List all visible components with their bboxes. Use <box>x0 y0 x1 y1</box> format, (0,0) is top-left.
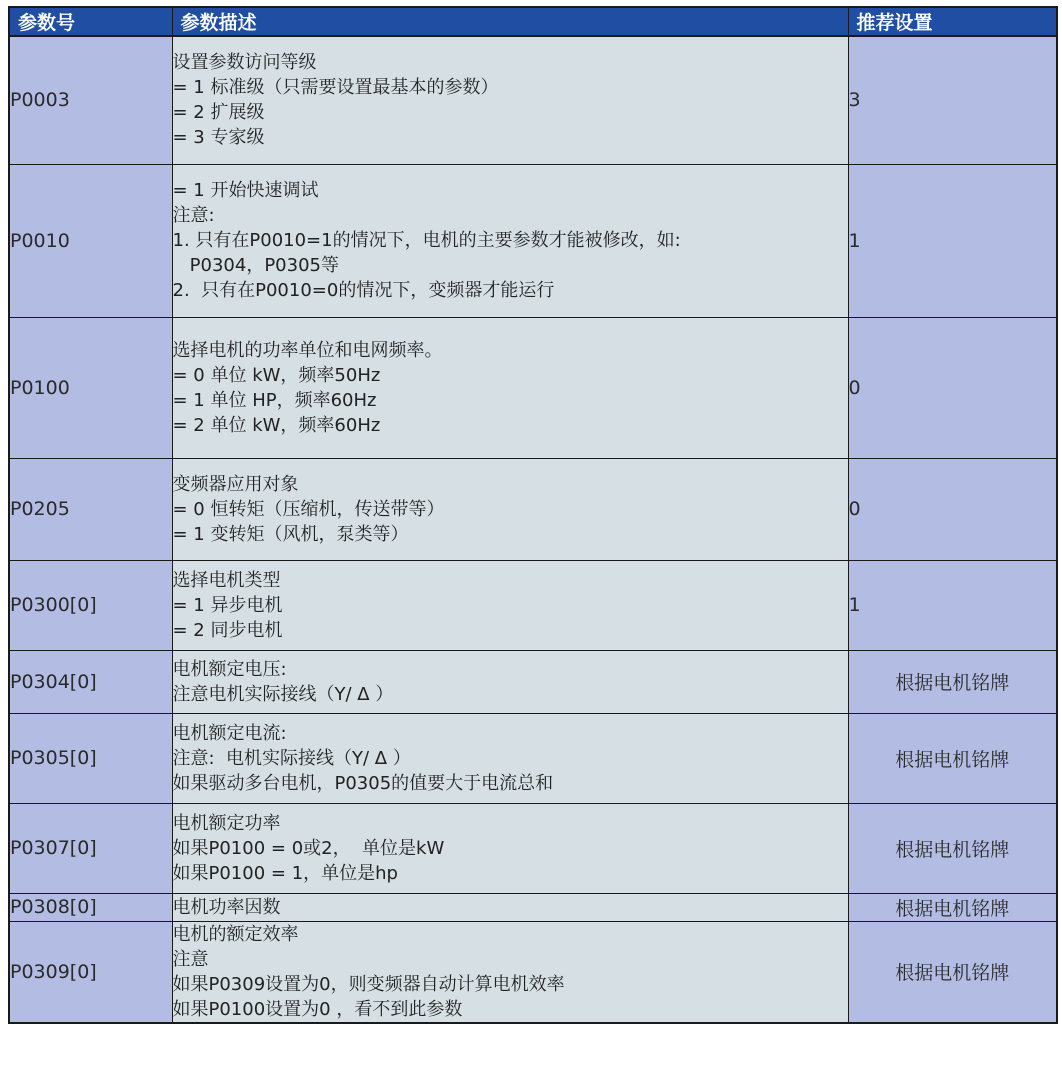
param-number: P0304[0] <box>9 650 172 713</box>
description-line: 电机额定电流: <box>172 722 287 744</box>
description-line: 电机额定功率 <box>172 812 281 834</box>
param-number: P0305[0] <box>9 713 172 803</box>
param-description <box>172 560 848 650</box>
param-number: P0309[0] <box>9 921 172 1023</box>
description-line: 如果P0309设置为0，则变频器自动计算电机效率 <box>172 973 565 995</box>
param-number: P0205 <box>9 458 172 560</box>
description-line: 设置参数访问等级 <box>172 52 317 74</box>
description-line: 电机额定电压: <box>172 658 287 680</box>
description-line: 如果P0100 = 0或2， 单位是kW <box>172 837 445 859</box>
recommended-setting: 0 <box>848 458 1057 560</box>
description-line: 如果P0100设置为0 ，看不到此参数 <box>172 998 463 1020</box>
description-line: 1. 只有在P0010=1的情况下，电机的主要参数才能被修改，如: <box>172 230 681 251</box>
table-row <box>9 921 1057 1023</box>
description-line: = 0 单位 kW，频率50Hz <box>172 364 381 386</box>
param-description <box>172 803 848 893</box>
table-row <box>9 458 1057 560</box>
table-row <box>9 650 1057 713</box>
recommended-setting: 1 <box>848 560 1057 650</box>
description-line: 注意电机实际接线（Y/ Δ ） <box>172 683 394 705</box>
description-line: 注意: <box>172 205 215 226</box>
recommended-setting: 1 <box>848 164 1057 317</box>
param-description <box>172 164 848 317</box>
description-line: = 2 同步电机 <box>172 619 283 641</box>
description-line: = 1 变转矩（风机，泵类等） <box>172 523 409 545</box>
description-line: = 1 单位 HP，频率60Hz <box>172 389 377 411</box>
param-description <box>172 317 848 458</box>
description-line: 注意 <box>172 948 209 970</box>
param-description <box>172 713 848 803</box>
recommended-setting: 0 <box>848 317 1057 458</box>
description-line: 电机功率因数 <box>172 896 281 918</box>
table-row <box>9 893 1057 921</box>
param-description <box>172 650 848 713</box>
header-row <box>9 7 1057 36</box>
description-line: = 1 标准级（只需要设置最基本的参数） <box>172 77 499 99</box>
description-line: = 1 异步电机 <box>172 594 283 616</box>
table-row <box>9 317 1057 458</box>
param-description <box>172 458 848 560</box>
description-line: P0304，P0305等 <box>172 255 339 276</box>
recommended-setting: 根据电机铭牌 <box>848 650 1057 713</box>
description-line: 注意: 电机实际接线（Y/ Δ ） <box>172 747 411 769</box>
description-line: 2. 只有在P0010=0的情况下，变频器才能运行 <box>172 280 555 301</box>
recommended-setting: 根据电机铭牌 <box>848 803 1057 893</box>
description-line: = 3 专家级 <box>172 127 265 149</box>
recommended-setting: 3 <box>848 36 1057 164</box>
description-line: = 0 恒转矩（压缩机，传送带等） <box>172 498 445 520</box>
param-number: P0100 <box>9 317 172 458</box>
description-line: 如果驱动多台电机，P0305的值要大于电流总和 <box>172 772 554 794</box>
param-number: P0003 <box>9 36 172 164</box>
header-recommended-setting: 推荐设置 <box>848 7 1057 36</box>
description-line: 选择电机类型 <box>172 569 281 591</box>
description-line: = 2 扩展级 <box>172 102 265 124</box>
recommended-setting: 根据电机铭牌 <box>848 713 1057 803</box>
recommended-setting: 根据电机铭牌 <box>848 893 1057 921</box>
table-row <box>9 803 1057 893</box>
description-line: 变频器应用对象 <box>172 473 299 495</box>
param-description <box>172 893 848 921</box>
description-line: = 2 单位 kW，频率60Hz <box>172 414 381 436</box>
param-number: P0300[0] <box>9 560 172 650</box>
description-line: 选择电机的功率单位和电网频率。 <box>172 339 443 361</box>
table-row <box>9 36 1057 164</box>
description-line: 如果P0100 = 1，单位是hp <box>172 862 398 884</box>
description-line: 电机的额定效率 <box>172 923 299 945</box>
table-row <box>9 164 1057 317</box>
param-description <box>172 921 848 1023</box>
description-line: = 1 开始快速调试 <box>172 180 319 201</box>
header-param-number: 参数号 <box>9 7 172 36</box>
param-number: P0307[0] <box>9 803 172 893</box>
recommended-setting: 根据电机铭牌 <box>848 921 1057 1023</box>
param-description <box>172 36 848 164</box>
header-param-description: 参数描述 <box>172 7 848 36</box>
parameter-table <box>8 6 1058 1024</box>
param-number: P0010 <box>9 164 172 317</box>
param-number: P0308[0] <box>9 893 172 921</box>
table-row <box>9 713 1057 803</box>
table-row <box>9 560 1057 650</box>
